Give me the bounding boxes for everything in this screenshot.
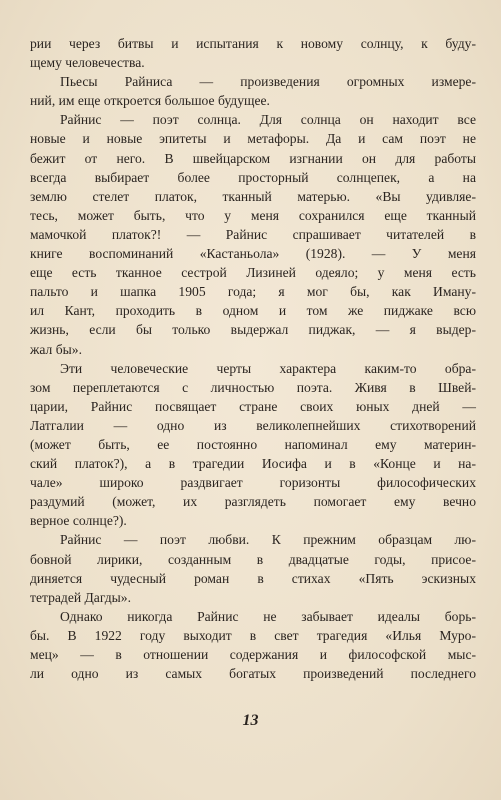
text-line: рии через битвы и испытания к новому солнцу, к буду- [30,36,476,51]
text-line: Райнис — поэт солнца. Для солнца он находит все [60,112,476,128]
text-line: мамочкой платок?! — Райнис спрашивает читателей в [30,226,476,242]
text-line: диняется чудесный роман в стихах «Пять эскизных [30,570,476,586]
text-line: жизнь, если бы только выдержал пиджак, — я выдер- [30,322,476,338]
text-line: щему человечества. [30,55,145,71]
text-line: чале» широко раздвигает горизонты философических [30,475,476,491]
page-number: 13 [242,712,259,729]
text-line: бежит от него. В швейцарском изгнании он для работы [30,150,476,166]
text-line: тесь, может быть, что у меня сохранился еще тканный [30,207,476,223]
text-line: ний, им еще откроется большое будущее. [30,93,270,109]
text-line: Пьесы Райниса — произведения огромных измере- [60,74,476,90]
text-line: верное солнце?). [30,513,127,529]
text-line: ли одно из самых богатых произведений последнего [30,666,476,682]
text-line: ский платок?), а в трагедии Иосифа и в «Конце и на- [30,456,476,472]
text-line: Латгалии — одно из великолепнейших стихотворений [30,417,476,433]
body-text [30,34,476,683]
text-line: землю стелет платок, тканный матерью. «Вы удивляе- [30,188,476,204]
text-line: книге воспоминаний «Кастаньола» (1928). — У меня [30,246,476,262]
text-line: тетрадей Дагды». [30,589,131,605]
paragraph [30,607,476,683]
text-line: раздумий (может, их разглядеть помогает ему вечно [30,494,476,510]
paragraph [30,359,476,531]
text-line: еще есть тканное сестрой Лизиней одеяло; у меня есть [30,265,476,281]
text-line: царии, Райнис посвящает стране своих юных дней — [30,398,476,414]
text-line: мец» — в отношении содержания и философской мыс- [30,647,476,662]
text-line: (может быть, ее постоянно напоминал ему материн- [30,436,476,452]
text-line: пальто и шапка 1905 года; я мог бы, как Иману- [30,284,476,300]
paragraph [30,110,476,358]
paragraph [30,72,476,110]
text-line: жал бы». [30,341,82,357]
text-line: бовной лирики, созданным в двадцатые годы, присое- [30,551,476,567]
text-line: Райнис — поэт любви. К прежним образцам лю- [60,532,476,548]
text-line: новые и новые эпитеты и метафоры. Да и сам поэт не [30,131,476,147]
text-line: Эти человеческие черты характера каким-то обра- [60,360,476,376]
text-line: Однако никогда Райнис не забывает идеалы борь- [60,608,476,624]
paragraph [30,34,476,72]
text-line: всегда выбирает более просторный солнцепек, а на [30,169,476,185]
text-line: ил Кант, проходить в одном и том же пиджаке всю [30,303,476,319]
text-line: зом переплетаются с личностью поэта. Живя в Швей- [30,379,476,395]
text-line: бы. В 1922 году выходит в свет трагедия «Илья Муро- [30,627,476,643]
paragraph [30,530,476,606]
